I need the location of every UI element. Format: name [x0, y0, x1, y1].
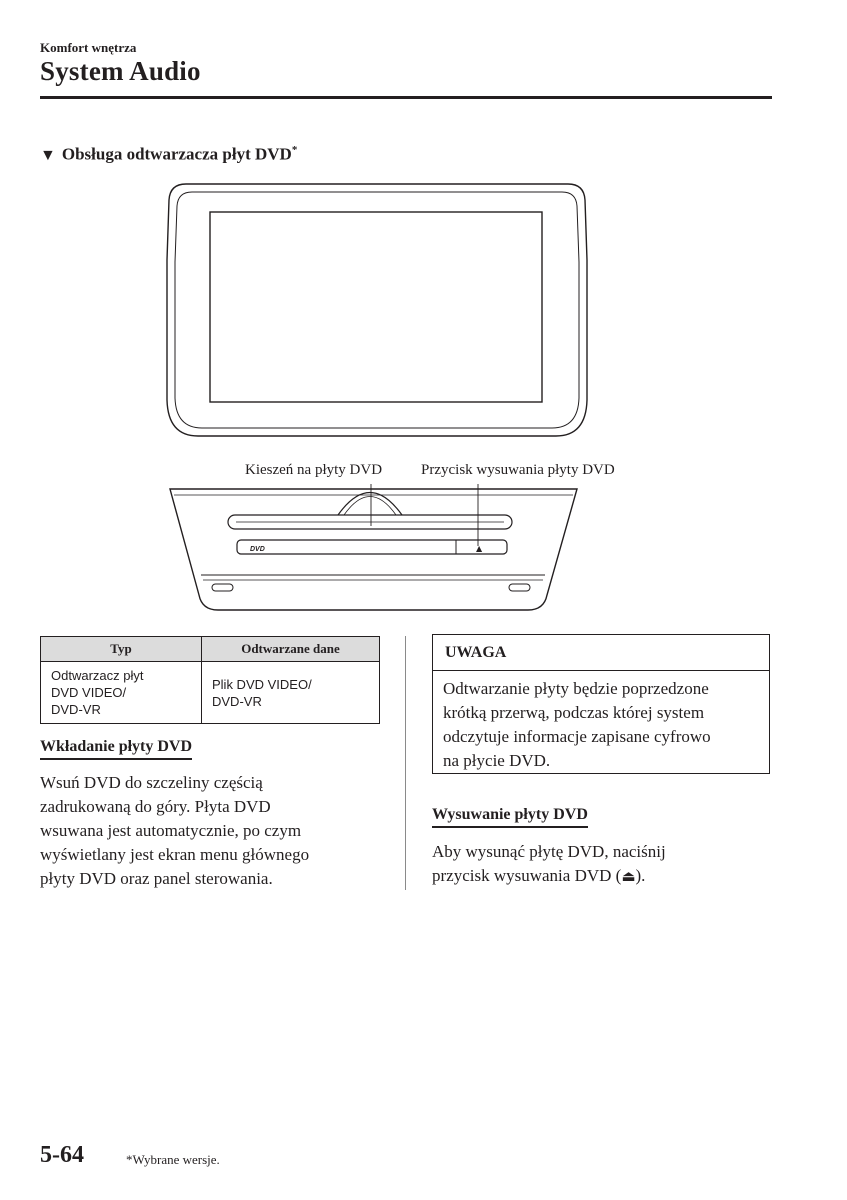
eject-heading: Wysuwanie płyty DVD [432, 806, 588, 828]
text-line: Odtwarzanie płyty będzie poprzedzone [443, 679, 709, 698]
note-body [433, 671, 769, 773]
text-line: odczytuje informacje zapisane cyfrowo [443, 727, 711, 746]
cell-line: DVD VIDEO/ [51, 685, 127, 700]
table-header-type: Typ [41, 637, 202, 662]
disc-slot-arch [338, 493, 402, 516]
subheading-asterisk: * [291, 144, 298, 156]
page-title: System Audio [40, 56, 201, 86]
text-segment: przycisk wysuwania DVD ( [432, 866, 622, 885]
playback-data-table [40, 636, 380, 724]
note-box [432, 634, 770, 774]
control-bar [237, 540, 507, 554]
cell-line: Odtwarzacz płyt [51, 668, 144, 683]
text-line [432, 864, 772, 888]
column-divider [405, 636, 406, 890]
triangle-marker-icon: ▼ [40, 146, 56, 164]
insert-heading: Wkładanie płyty DVD [40, 738, 192, 760]
cell-line: DVD-VR [212, 693, 262, 709]
table-header-row [41, 637, 380, 662]
note-heading: UWAGA [433, 635, 769, 671]
eject-symbol-icon: ⏏ [621, 867, 636, 885]
insert-body [40, 771, 390, 891]
text-line: wsuwana jest automatycznie, po czym [40, 821, 302, 840]
table-row [41, 662, 380, 724]
cell-line: DVD-VR [51, 702, 101, 717]
text-line: krótką przerwą, podczas której system [443, 703, 705, 722]
footnote: *Wybrane wersje. [126, 1152, 220, 1167]
eject-button-icon: ▲ [476, 544, 483, 553]
text-line: Aby wysunąć płytę DVD, naciśnij [432, 842, 666, 861]
dvd-logo-icon: DVD [250, 546, 265, 553]
text-segment: ). [635, 866, 646, 885]
vent-slot-right [509, 584, 530, 591]
text-line: wyświetlany jest ekran menu głównego [40, 845, 310, 864]
text-line: Wsuń DVD do szczeliny częścią [40, 773, 263, 792]
text-line: zadrukowaną do góry. Płyta DVD [40, 797, 271, 816]
cell-line: Plik DVD VIDEO/ [212, 676, 312, 692]
callout-label-eject: Przycisk wysuwania płyty DVD [421, 462, 615, 478]
eject-body [432, 840, 772, 888]
text-line: na płycie DVD. [443, 751, 551, 770]
callout-label-slot: Kieszeń na płyty DVD [245, 462, 383, 478]
page-number: 5-64 [40, 1142, 84, 1168]
section-label: Komfort wnętrza [40, 40, 137, 55]
display-screen [210, 212, 542, 402]
table-cell-type [41, 662, 202, 724]
table-cell-data [202, 662, 380, 724]
subheading-text: Obsługa odtwarzacza płyt DVD [61, 144, 292, 164]
table-header-data: Odtwarzane dane [202, 637, 380, 662]
text-line: płyty DVD oraz panel sterowania. [40, 869, 273, 888]
vent-slot-left [212, 584, 233, 591]
